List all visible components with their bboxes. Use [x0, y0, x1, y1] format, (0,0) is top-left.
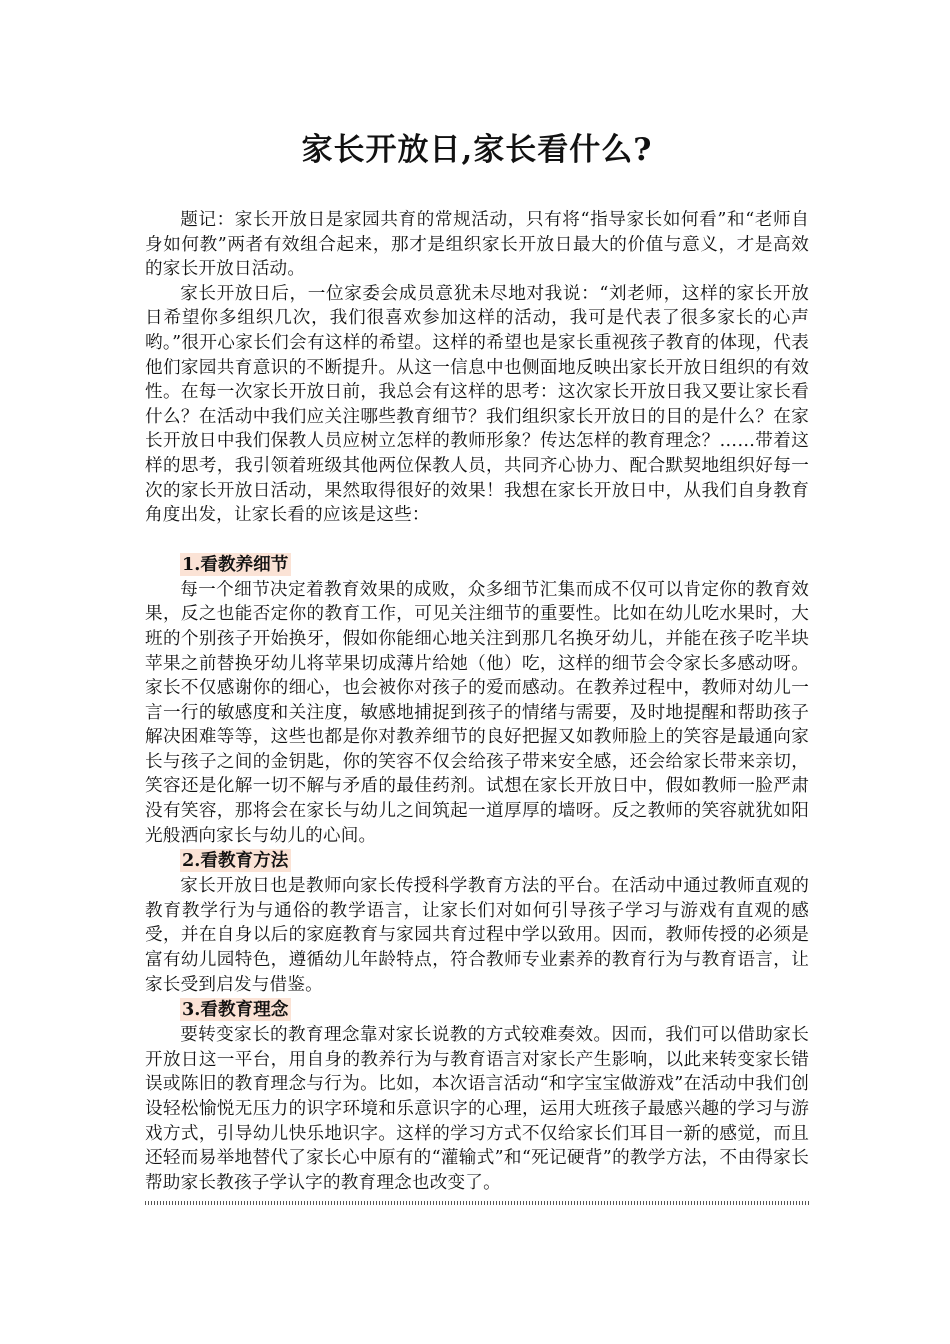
- section-2: [145, 848, 809, 997]
- section-body-2: 家长开放日也是教师向家长传授科学教育方法的平台。在活动中通过教师直观的教育教学行为与通俗的教学语言，让家长们对如何引导孩子学习与游戏有直观的感受，并在自身以后的家庭教育与家园共育过程中学以致用。因而，教师传授的必须是富有幼儿园特色，遵循幼儿年龄特点，符合教师专业素养的教育行为与教育语言，让家长受到启发与借鉴。: [145, 876, 809, 995]
- section-heading-3-text: 3.看教育理念: [180, 998, 291, 1021]
- section-body-3: 要转变家长的教育理念靠对家长说教的方式较难奏效。因而，我们可以借助家长开放日这一平台，用自身的教养行为与教育语言对家长产生影响，以此来转变家长错误或陈旧的教育理念与行为。比如，本次语言活动“和字宝宝做游戏”在活动中我们创设轻松愉悦无压力的识字环境和乐意识字的心理，运用大班孩子最感兴趣的学习与游戏方式，引导幼儿快乐地识字。这样的学习方式不仅给家长们耳目一新的感觉，而且还轻而易举地替代了家长心中原有的“灌输式”和“死记硬背”的教学方法，不由得家长帮助家长教孩子学认字的教育理念也改变了。: [145, 1025, 809, 1193]
- section-heading-2-text: 2.看教育方法: [180, 849, 291, 872]
- document-page: [145, 128, 809, 1205]
- section-spacer: [145, 528, 809, 552]
- section-body-1: 每一个细节决定着教育效果的成败，众多细节汇集而成不仅可以肯定你的教育效果，反之也能否定你的教育工作，可见关注细节的重要性。比如在幼儿吃水果时，大班的个别孩子开始换牙，假如你能细心地关注到那几名换牙幼儿，并能在孩子吃半块苹果之前替换牙幼儿将苹果切成薄片给她（他）吃，这样的细节会令家长多感动呀。家长不仅感谢你的细心，也会被你对孩子的爱而感动。在教养过程中，教师对幼儿一言一行的敏感度和关注度，敏感地捕捉到孩子的情绪与需要，及时地提醒和帮助孩子解决困难等等，这些也都是你对教养细节的良好把握又如教师脸上的笑容是最通向家长与孩子之间的金钥匙，你的笑容不仅会给孩子带来安全感，还会给家长带来亲切，笑容还是化解一切不解与矛盾的最佳药剂。试想在家长开放日中，假如教师一脸严肃没有笑容，那将会在家长与幼儿之间筑起一道厚厚的墙呀。反之教师的笑容就犹如阳光般洒向家长与幼儿的心间。: [145, 579, 809, 846]
- body-paragraph-1: 家长开放日后，一位家委会成员意犹未尽地对我说：“刘老师，这样的家长开放日希望你多组织几次，我们很喜欢参加这样的活动，我可是代表了很多家长的心声哟。”很开心家长们会有这样的希望。这样的希望也是家长重视孩子教育的体现，代表他们家园共育意识的不断提升。从这一信息中也侧面地反映出家长开放日组织的有效性。在每一次家长开放日前，我总会有这样的思考：这次家长开放日我又要让家长看什么？在活动中我们应关注哪些教育细节？我们组织家长开放日的目的是什么？在家长开放日中我们保教人员应树立怎样的教师形象？传达怎样的教育理念？……带着这样的思考，我引领着班级其他两位保教人员，共同齐心协力、配合默契地组织好每一次的家长开放日活动，果然取得很好的效果！我想在家长开放日中，从我们自身教育角度出发，让家长看的应该是这些：: [145, 283, 809, 526]
- section-1: [145, 552, 809, 849]
- dotted-divider: [145, 1201, 809, 1205]
- section-heading-1: [145, 552, 809, 578]
- section-3: [145, 997, 809, 1195]
- intro-paragraph: 题记：家长开放日是家园共育的常规活动，只有将“指导家长如何看”和“老师自身如何教”两者有效组合起来，那才是组织家长开放日最大的价值与意义，才是高效的家长开放日活动。: [145, 210, 809, 280]
- section-heading-1-text: 1.看教养细节: [180, 553, 291, 576]
- page-title: 家长开放日,家长看什么?: [301, 132, 653, 168]
- section-heading-3: [145, 997, 809, 1023]
- section-heading-2: [145, 848, 809, 874]
